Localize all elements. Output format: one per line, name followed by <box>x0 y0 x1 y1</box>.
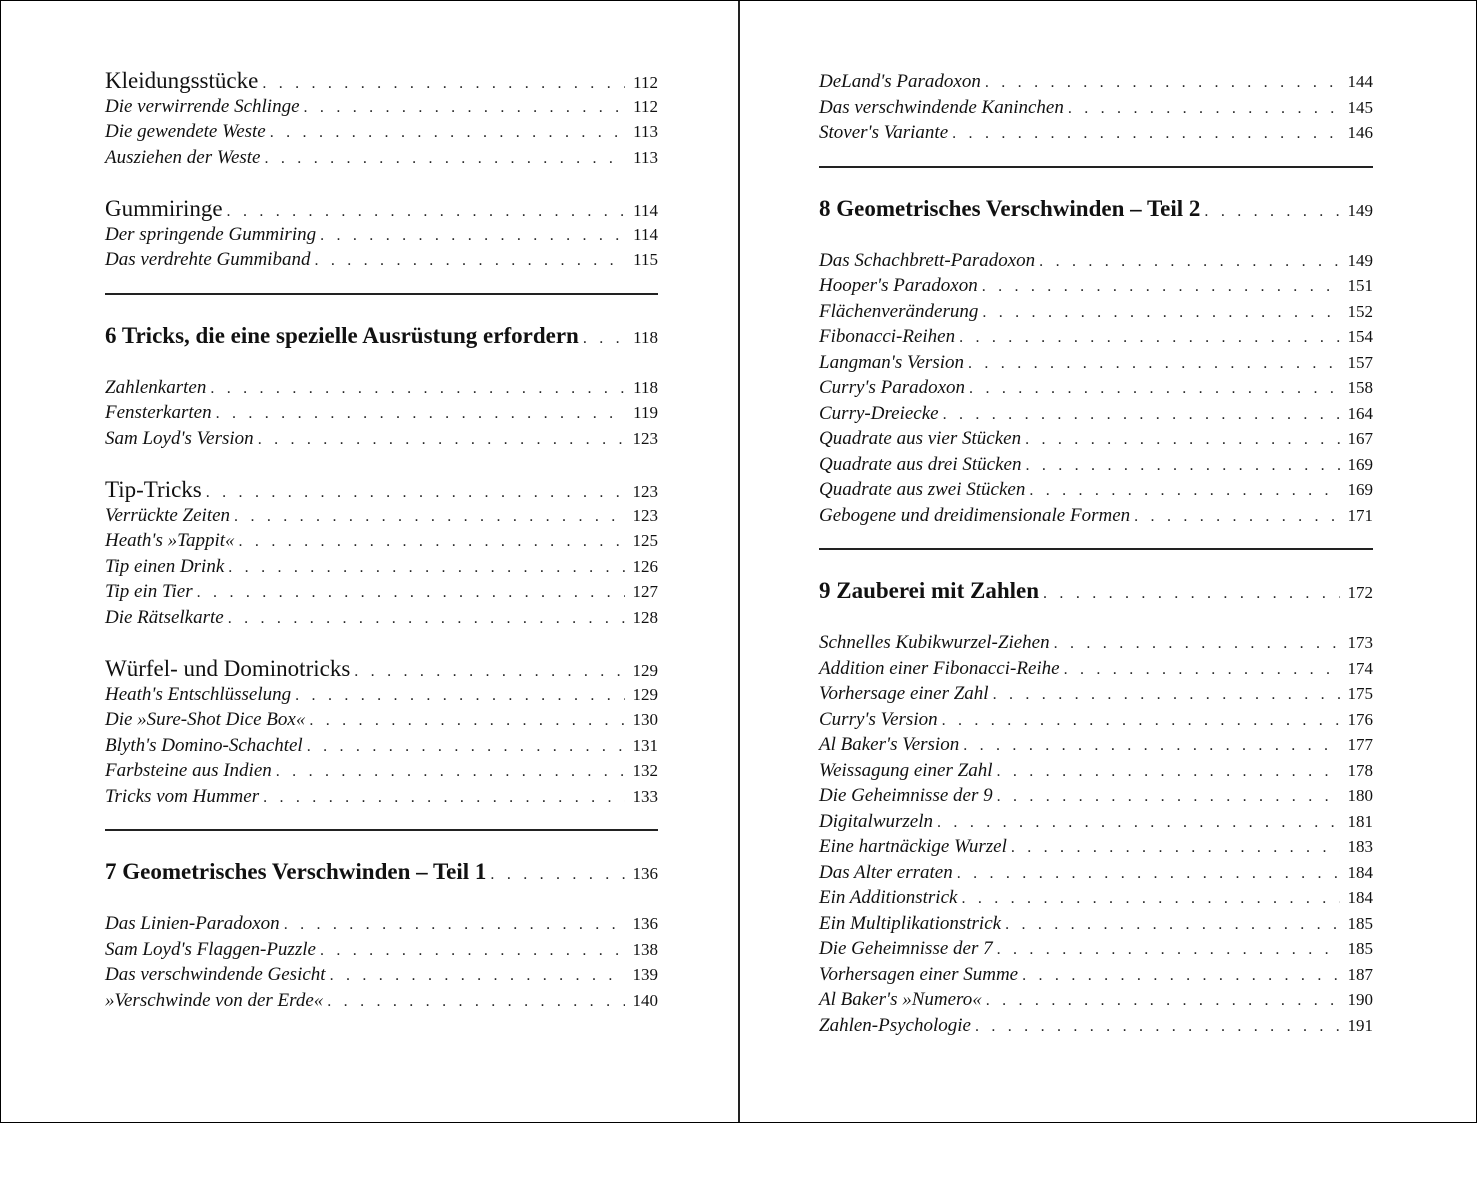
toc-entry <box>819 656 1373 682</box>
page-number: 136 <box>632 864 658 883</box>
page-number: 187 <box>1347 964 1373 984</box>
leader-dots <box>1029 478 1339 504</box>
chapter-title: 8 Geometrisches Verschwinden – Teil 2 <box>819 195 1201 221</box>
leader-dots <box>993 682 1340 708</box>
toc-entry <box>105 94 658 120</box>
leader-dots <box>982 274 1340 300</box>
entry-title: Vorhersage einer Zahl <box>819 683 989 704</box>
leader-dots <box>975 1014 1340 1040</box>
entry-title: Ein Multiplikationstrick <box>819 912 1002 934</box>
toc-entry <box>105 988 658 1014</box>
spacer <box>105 451 658 477</box>
page-number: 175 <box>1347 684 1373 703</box>
page-number: 157 <box>1347 352 1373 372</box>
toc-entry <box>819 783 1373 809</box>
leader-dots <box>957 861 1340 887</box>
page-number: 144 <box>1347 72 1373 91</box>
page-number: 112 <box>633 73 658 92</box>
entry-title: Das verschwindende Gesicht <box>105 964 326 985</box>
toc-entry <box>105 682 658 708</box>
toc-entry <box>819 987 1373 1013</box>
leader-dots <box>937 810 1339 836</box>
chapter-title: 7 Geometrisches Verschwinden – Teil 1 <box>105 859 487 884</box>
page-number: 149 <box>1347 250 1373 270</box>
leader-dots <box>309 708 624 734</box>
entry-title: Blyth's Domino-Schachtel <box>105 734 303 756</box>
toc-entry <box>819 299 1373 325</box>
page-number: 139 <box>632 965 658 984</box>
toc-entry <box>819 120 1373 146</box>
leader-dots <box>330 963 625 989</box>
leader-dots <box>1005 912 1339 938</box>
leader-dots <box>276 759 625 785</box>
toc-entry <box>819 681 1373 707</box>
leader-dots <box>942 708 1340 734</box>
toc-entry <box>105 426 658 452</box>
chapter-heading <box>819 576 1373 606</box>
entry-title: Zahlenkarten <box>105 376 207 398</box>
page-number: 145 <box>1347 97 1373 117</box>
toc-entry <box>105 247 658 273</box>
page-number: 181 <box>1347 811 1373 831</box>
heading-title: Kleidungsstücke <box>105 68 259 93</box>
leader-dots <box>1011 835 1340 861</box>
page-number: 126 <box>632 556 658 576</box>
toc-entry <box>819 350 1373 376</box>
leader-dots <box>997 784 1340 810</box>
toc-entry <box>819 936 1373 962</box>
leader-dots <box>304 95 626 121</box>
leader-dots <box>1054 631 1340 657</box>
toc-entry <box>819 477 1373 503</box>
toc-entry <box>105 911 658 937</box>
toc-entry <box>105 733 658 759</box>
leader-dots <box>1043 579 1339 609</box>
entry-title: Farbsteine aus Indien <box>105 760 272 781</box>
toc-entry <box>819 1013 1373 1039</box>
leader-dots <box>295 683 624 709</box>
entry-title: Verrückte Zeiten <box>105 504 231 526</box>
leader-dots <box>216 401 626 427</box>
entry-title: Flächenveränderung <box>819 300 979 322</box>
page-number: 127 <box>632 582 658 601</box>
page-number: 172 <box>1347 583 1373 602</box>
entry-title: Die Geheimnisse der 9 <box>819 785 993 806</box>
chapter-rule <box>105 293 658 295</box>
entry-title: Stover's Variante <box>819 122 949 143</box>
toc-section-heading <box>105 196 658 222</box>
entry-title: Sam Loyd's Version <box>105 427 254 449</box>
toc-section-heading <box>105 68 658 94</box>
toc-entry <box>819 707 1373 733</box>
toc-entry <box>819 401 1373 427</box>
leader-dots <box>262 71 625 97</box>
page-number: 125 <box>632 531 658 550</box>
page-number: 138 <box>632 939 658 959</box>
page-number: 146 <box>1347 123 1373 142</box>
entry-title: Al Baker's Version <box>819 734 960 755</box>
entry-title: Heath's »Tappit« <box>105 530 235 551</box>
chapter-heading <box>105 321 658 351</box>
toc-entry <box>105 375 658 401</box>
page-number: 154 <box>1347 327 1373 346</box>
page-number: 158 <box>1347 378 1373 397</box>
page-number: 115 <box>633 250 658 269</box>
leader-dots <box>997 937 1340 963</box>
page-number: 123 <box>632 482 658 501</box>
entry-title: Das verschwindende Kaninchen <box>819 96 1064 118</box>
page-number: 131 <box>632 735 658 755</box>
page-number: 174 <box>1347 658 1373 678</box>
leader-dots <box>490 860 624 890</box>
chapter-heading <box>105 857 658 887</box>
toc-entry <box>105 707 658 733</box>
page-number: 123 <box>632 505 658 525</box>
entry-title: Das verdrehte Gummiband <box>105 249 311 270</box>
page-number: 136 <box>632 914 658 933</box>
page-number: 176 <box>1347 709 1373 729</box>
entry-title: Die Geheimnisse der 7 <box>819 938 993 959</box>
leader-dots <box>1204 197 1339 227</box>
page-number: 167 <box>1347 429 1373 448</box>
leader-dots <box>1064 657 1340 683</box>
page-number: 183 <box>1347 837 1373 856</box>
toc-entry <box>105 145 658 171</box>
toc-entry <box>819 324 1373 350</box>
page-gutter <box>738 1 740 1122</box>
toc-entry <box>819 69 1373 95</box>
leader-dots <box>307 734 625 760</box>
page-number: 118 <box>633 327 658 347</box>
toc-entry <box>105 758 658 784</box>
page-number: 132 <box>632 761 658 780</box>
toc-entry <box>819 758 1373 784</box>
left-page <box>105 1 658 1189</box>
entry-title: Tip einen Drink <box>105 555 225 577</box>
leader-dots <box>968 351 1340 377</box>
entry-title: Curry's Paradoxon <box>819 377 966 398</box>
entry-title: Curry's Version <box>819 708 938 730</box>
page-number: 123 <box>632 428 658 448</box>
page-number: 114 <box>633 201 658 220</box>
toc-entry <box>819 860 1373 886</box>
page-number: 190 <box>1347 990 1373 1009</box>
page-number: 119 <box>633 403 658 422</box>
entry-title: Eine hartnäckige Wurzel <box>819 836 1007 857</box>
page-number: 184 <box>1347 888 1373 907</box>
toc-entry <box>819 911 1373 937</box>
leader-dots <box>320 938 625 964</box>
leader-dots <box>961 886 1339 912</box>
entry-title: Tip ein Tier <box>105 581 193 602</box>
leader-dots <box>258 427 625 453</box>
toc-entry <box>819 248 1373 274</box>
page-number: 169 <box>1347 454 1373 474</box>
page-number: 140 <box>632 990 658 1010</box>
toc-entry <box>819 732 1373 758</box>
entry-title: Gebogene und dreidimensionale Formen <box>819 504 1131 526</box>
page-number: 173 <box>1347 633 1373 652</box>
entry-title: Das Linien-Paradoxon <box>105 913 280 934</box>
page-number: 149 <box>1347 200 1373 220</box>
entry-title: Quadrate aus zwei Stücken <box>819 479 1026 500</box>
toc-entry <box>819 375 1373 401</box>
leader-dots <box>265 146 626 172</box>
leader-dots <box>239 529 625 555</box>
entry-title: Fensterkarten <box>105 402 212 423</box>
entry-title: Addition einer Fibonacci-Reihe <box>819 657 1060 679</box>
leader-dots <box>1068 96 1340 122</box>
toc-entry <box>105 400 658 426</box>
leader-dots <box>985 70 1340 96</box>
toc-entry <box>105 962 658 988</box>
leader-dots <box>327 989 624 1015</box>
page-number: 171 <box>1347 505 1373 525</box>
leader-dots <box>1025 427 1339 453</box>
leader-dots <box>982 300 1339 326</box>
leader-dots <box>959 325 1339 351</box>
entry-title: Hooper's Paradoxon <box>819 275 978 296</box>
chapter-rule <box>819 166 1373 168</box>
toc-entry <box>105 605 658 631</box>
leader-dots <box>996 759 1339 785</box>
page-number: 164 <box>1347 403 1373 423</box>
page-number: 118 <box>633 377 658 397</box>
chapter-rule <box>105 829 658 831</box>
chapter-title: 9 Zauberei mit Zahlen <box>819 578 1040 603</box>
entry-title: Schnelles Kubikwurzel-Ziehen <box>819 632 1050 653</box>
leader-dots <box>263 785 624 811</box>
page-number: 185 <box>1347 939 1373 958</box>
entry-title: Die Rätselkarte <box>105 606 224 628</box>
leader-dots <box>284 912 625 938</box>
toc-entry <box>819 426 1373 452</box>
leader-dots <box>320 223 625 249</box>
entry-title: Die »Sure-Shot Dice Box« <box>105 709 306 730</box>
chapter-title: 6 Tricks, die eine spezielle Ausrüstung erfordern <box>105 322 579 348</box>
toc-entry <box>819 273 1373 299</box>
leader-dots <box>986 988 1340 1014</box>
heading-title: Tip-Tricks <box>105 477 202 502</box>
entry-title: Langman's Version <box>819 351 964 373</box>
leader-dots <box>270 120 625 146</box>
toc-entry <box>105 503 658 529</box>
page-number: 152 <box>1347 301 1373 321</box>
leader-dots <box>210 376 625 402</box>
entry-title: Ein Additionstrick <box>819 887 958 908</box>
page-number: 114 <box>633 224 658 244</box>
leader-dots <box>1134 504 1339 530</box>
heading-title: Gummiringe <box>105 196 223 221</box>
page-number: 177 <box>1347 735 1373 754</box>
toc-entry <box>105 784 658 810</box>
toc-entry <box>819 95 1373 121</box>
leader-dots <box>952 121 1339 147</box>
entry-title: Zahlen-Psychologie <box>819 1014 971 1036</box>
entry-title: Quadrate aus drei Stücken <box>819 453 1022 475</box>
heading-title: Würfel- und Dominotricks <box>105 656 351 681</box>
leader-dots <box>354 659 624 685</box>
toc-entry <box>819 962 1373 988</box>
page-number: 129 <box>632 661 658 680</box>
leader-dots <box>583 324 625 354</box>
page-number: 128 <box>632 607 658 627</box>
toc-section-heading <box>105 477 658 503</box>
leader-dots <box>1022 963 1339 989</box>
chapter-heading <box>819 194 1373 224</box>
leader-dots <box>943 402 1340 428</box>
page-number: 113 <box>633 147 658 167</box>
leader-dots <box>206 480 625 506</box>
leader-dots <box>234 504 624 530</box>
page-number: 130 <box>632 710 658 729</box>
entry-title: DeLand's Paradoxon <box>819 71 981 92</box>
spacer <box>105 170 658 196</box>
spacer <box>105 630 658 656</box>
toc-entry <box>105 554 658 580</box>
leader-dots <box>963 733 1339 759</box>
leader-dots <box>197 580 625 606</box>
page-number: 180 <box>1347 786 1373 805</box>
toc-entry <box>105 222 658 248</box>
toc-entry <box>105 528 658 554</box>
toc-entry <box>105 579 658 605</box>
page-number: 191 <box>1347 1015 1373 1035</box>
entry-title: Das Schachbrett-Paradoxon <box>819 249 1036 271</box>
page-number: 113 <box>633 122 658 141</box>
toc-entry <box>819 503 1373 529</box>
toc-entry <box>105 119 658 145</box>
entry-title: Sam Loyd's Flaggen-Puzzle <box>105 938 316 960</box>
entry-title: Das Alter erraten <box>819 861 953 883</box>
toc-entry <box>819 809 1373 835</box>
leader-dots <box>228 606 625 632</box>
page-number: 169 <box>1347 480 1373 499</box>
entry-title: Curry-Dreiecke <box>819 402 939 424</box>
leader-dots <box>1039 249 1339 275</box>
entry-title: Der springende Gummiring <box>105 223 317 245</box>
page-number: 185 <box>1347 913 1373 933</box>
toc-entry <box>819 630 1373 656</box>
leader-dots <box>969 376 1339 402</box>
chapter-rule <box>819 548 1373 550</box>
entry-title: Ausziehen der Weste <box>105 146 261 168</box>
leader-dots <box>314 248 625 274</box>
entry-title: Tricks vom Hummer <box>105 785 260 807</box>
entry-title: Weissagung einer Zahl <box>819 759 993 781</box>
right-page <box>819 1 1373 1190</box>
page-number: 151 <box>1347 276 1373 295</box>
entry-title: Digitalwurzeln <box>819 810 934 832</box>
entry-title: Heath's Entschlüsselung <box>105 683 292 705</box>
toc-entry <box>105 937 658 963</box>
leader-dots <box>1025 453 1339 479</box>
entry-title: Die gewendete Weste <box>105 121 266 142</box>
entry-title: Quadrate aus vier Stücken <box>819 428 1022 449</box>
page-number: 184 <box>1347 862 1373 882</box>
page-number: 129 <box>632 684 658 704</box>
entry-title: »Verschwinde von der Erde« <box>105 989 324 1011</box>
leader-dots <box>228 555 624 581</box>
toc-entry <box>819 885 1373 911</box>
entry-title: Fibonacci-Reihen <box>819 326 956 347</box>
toc-entry <box>819 452 1373 478</box>
toc-entry <box>819 834 1373 860</box>
entry-title: Vorhersagen einer Summe <box>819 963 1019 985</box>
entry-title: Al Baker's »Numero« <box>819 989 982 1010</box>
entry-title: Die verwirrende Schlinge <box>105 95 300 117</box>
toc-section-heading <box>105 656 658 682</box>
page-number: 133 <box>632 786 658 806</box>
page-number: 178 <box>1347 760 1373 780</box>
page-number: 112 <box>633 96 658 116</box>
